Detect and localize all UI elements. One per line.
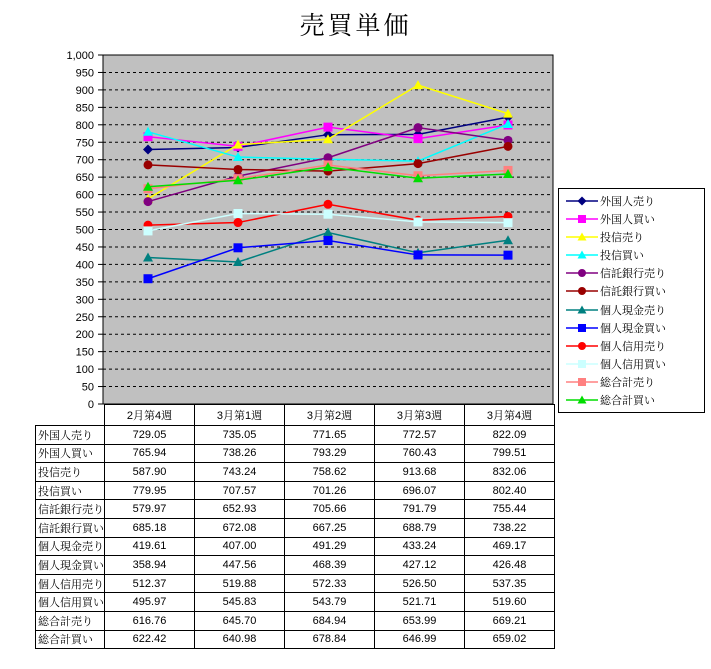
legend-item-label: 投信売り <box>600 232 644 245</box>
table-row-label: 総合計買い <box>36 630 105 649</box>
legend-item <box>566 302 704 318</box>
y-axis-label: 400 <box>75 259 94 272</box>
series-marker-icon <box>578 215 586 223</box>
series-marker-icon <box>504 142 513 151</box>
table-cell: 799.51 <box>465 444 555 463</box>
table-cell: 469.17 <box>465 537 555 556</box>
table-cell: 519.88 <box>195 574 285 593</box>
table-cell: 491.29 <box>285 537 375 556</box>
table-row-label: 外国人売り <box>36 426 105 445</box>
legend-item-label: 外国人売り <box>600 196 655 209</box>
table-cell: 669.21 <box>465 611 555 630</box>
table-cell: 419.61 <box>105 537 195 556</box>
legend-marker-icon <box>566 267 598 279</box>
table-cell: 760.43 <box>375 444 465 463</box>
legend-marker-icon <box>566 213 598 225</box>
legend-item-label: 投信買い <box>600 250 644 263</box>
table-row-label: 投信売り <box>36 463 105 482</box>
series-marker-icon <box>324 200 333 209</box>
legend-item-label: 個人現金買い <box>600 322 666 335</box>
y-axis-label: 500 <box>75 224 94 237</box>
table-cell: 447.56 <box>195 556 285 575</box>
y-axis-label: 800 <box>75 119 94 132</box>
y-axis-label: 200 <box>75 329 94 342</box>
table-cell: 735.05 <box>195 426 285 445</box>
y-axis-label: 900 <box>75 84 94 97</box>
y-axis-label: 850 <box>75 102 94 115</box>
table-column-header: 3月第3週 <box>375 405 465 426</box>
series-marker-icon <box>234 218 243 227</box>
table-cell: 495.97 <box>105 593 195 612</box>
table-row-label: 投信買い <box>36 481 105 500</box>
table-cell: 433.24 <box>375 537 465 556</box>
table-cell: 537.35 <box>465 574 555 593</box>
table-cell: 791.79 <box>375 500 465 519</box>
legend-item <box>566 247 704 263</box>
legend-item <box>566 320 704 336</box>
table-cell: 645.70 <box>195 611 285 630</box>
table-header-row <box>36 405 555 426</box>
series-marker-icon <box>414 159 423 168</box>
table-cell: 646.99 <box>375 630 465 649</box>
table-cell: 672.08 <box>195 518 285 537</box>
table-cell: 659.02 <box>465 630 555 649</box>
table-cell: 707.57 <box>195 481 285 500</box>
table-cell: 587.90 <box>105 463 195 482</box>
table-column-header: 3月第2週 <box>285 405 375 426</box>
table-row <box>36 426 555 445</box>
legend-item-label: 信託銀行売り <box>600 268 666 281</box>
table-cell: 652.93 <box>195 500 285 519</box>
legend-marker-icon <box>566 231 598 243</box>
legend-item <box>566 356 704 372</box>
table-cell: 802.40 <box>465 481 555 500</box>
series-marker-icon <box>578 342 586 350</box>
table-cell: 765.94 <box>105 444 195 463</box>
series-marker-icon <box>324 210 333 219</box>
table-row <box>36 630 555 649</box>
table-row <box>36 611 555 630</box>
table-column-header: 2月第4週 <box>105 405 195 426</box>
series-marker-icon <box>578 360 586 368</box>
legend-item-label: 総合計売り <box>600 376 655 389</box>
table-cell: 526.50 <box>375 574 465 593</box>
table-cell: 696.07 <box>375 481 465 500</box>
table-cell: 701.26 <box>285 481 375 500</box>
table-cell: 913.68 <box>375 463 465 482</box>
table-row <box>36 574 555 593</box>
legend-marker-icon <box>566 376 598 388</box>
legend-marker-icon <box>566 394 598 406</box>
table-cell: 729.05 <box>105 426 195 445</box>
y-axis-label: 950 <box>75 67 94 80</box>
table-cell: 426.48 <box>465 556 555 575</box>
series-marker-icon <box>578 287 586 295</box>
table-cell: 427.12 <box>375 556 465 575</box>
table-cell: 832.06 <box>465 463 555 482</box>
table-row-label: 個人現金売り <box>36 537 105 556</box>
y-axis-label: 250 <box>75 311 94 324</box>
y-axis-label: 350 <box>75 276 94 289</box>
y-axis-label: 750 <box>75 137 94 150</box>
table-cell: 685.18 <box>105 518 195 537</box>
legend-item <box>566 283 704 299</box>
table-cell: 512.37 <box>105 574 195 593</box>
table-cell: 521.71 <box>375 593 465 612</box>
table-row-label: 信託銀行売り <box>36 500 105 519</box>
legend-marker-icon <box>566 249 598 261</box>
y-axis-label: 550 <box>75 207 94 220</box>
table-row-label: 外国人買い <box>36 444 105 463</box>
table-cell: 743.24 <box>195 463 285 482</box>
legend-item-label: 個人現金売り <box>600 304 666 317</box>
legend-item <box>566 338 704 354</box>
series-marker-icon <box>144 274 153 283</box>
table-cell: 758.62 <box>285 463 375 482</box>
table-row <box>36 518 555 537</box>
series-marker-icon <box>578 269 586 277</box>
series-marker-icon <box>414 134 423 143</box>
table-row <box>36 463 555 482</box>
table-row <box>36 593 555 612</box>
series-marker-icon <box>578 378 586 386</box>
series-marker-icon <box>324 236 333 245</box>
table-cell: 771.65 <box>285 426 375 445</box>
y-axis-label: 450 <box>75 241 94 254</box>
legend-marker-icon <box>566 340 598 352</box>
table-cell: 653.99 <box>375 611 465 630</box>
table-cell: 572.33 <box>285 574 375 593</box>
series-marker-icon <box>144 197 153 206</box>
legend-item <box>566 265 704 281</box>
legend-marker-icon <box>566 195 598 207</box>
table-cell: 678.84 <box>285 630 375 649</box>
table-row <box>36 537 555 556</box>
series-marker-icon <box>504 218 513 227</box>
y-axis-label: 100 <box>75 364 94 377</box>
table-cell: 667.25 <box>285 518 375 537</box>
table-cell: 684.94 <box>285 611 375 630</box>
table-cell: 468.39 <box>285 556 375 575</box>
y-axis-label: 650 <box>75 172 94 185</box>
series-marker-icon <box>234 243 243 252</box>
legend-item-label: 信託銀行買い <box>600 286 666 299</box>
legend-item-label: 個人信用売り <box>600 340 666 353</box>
table-cell: 755.44 <box>465 500 555 519</box>
y-axis-label: 150 <box>75 346 94 359</box>
legend-item <box>566 193 704 209</box>
table-cell: 738.22 <box>465 518 555 537</box>
legend <box>558 188 705 413</box>
y-axis-label: 0 <box>87 399 94 411</box>
table-cell: 772.57 <box>375 426 465 445</box>
legend-item <box>566 374 704 390</box>
series-marker-icon <box>504 251 513 260</box>
table-cell: 543.79 <box>285 593 375 612</box>
table-cell: 616.76 <box>105 611 195 630</box>
table-row-label: 総合計売り <box>36 611 105 630</box>
table-row <box>36 481 555 500</box>
table-cell: 579.97 <box>105 500 195 519</box>
table-cell: 622.42 <box>105 630 195 649</box>
table-cell: 407.00 <box>195 537 285 556</box>
series-marker-icon <box>414 123 423 132</box>
y-axis-label: 300 <box>75 294 94 307</box>
y-axis-label: 50 <box>81 381 94 394</box>
table-cell: 545.83 <box>195 593 285 612</box>
legend-item <box>566 229 704 245</box>
legend-marker-icon <box>566 358 598 370</box>
table-row <box>36 500 555 519</box>
table-cell: 519.60 <box>465 593 555 612</box>
table-row-label: 個人信用買い <box>36 593 105 612</box>
table-row <box>36 444 555 463</box>
table-cell: 822.09 <box>465 426 555 445</box>
series-marker-icon <box>578 197 587 206</box>
table-column-header: 3月第4週 <box>465 405 555 426</box>
table-cell: 358.94 <box>105 556 195 575</box>
legend-item <box>566 211 704 227</box>
chart-title: 売買単価 <box>299 12 412 40</box>
legend-item <box>566 392 704 408</box>
table-cell: 705.66 <box>285 500 375 519</box>
y-axis-label: 600 <box>75 189 94 202</box>
table-cell: 793.29 <box>285 444 375 463</box>
y-axis-label: 1,000 <box>66 50 94 62</box>
table-row-label: 信託銀行買い <box>36 518 105 537</box>
legend-marker-icon <box>566 285 598 297</box>
series-marker-icon <box>414 250 423 259</box>
table-cell: 688.79 <box>375 518 465 537</box>
y-axis-label: 700 <box>75 154 94 167</box>
legend-marker-icon <box>566 304 598 316</box>
legend-item-label: 外国人買い <box>600 214 655 227</box>
table-row <box>36 556 555 575</box>
legend-marker-icon <box>566 322 598 334</box>
table-row-label: 個人信用売り <box>36 574 105 593</box>
data-table <box>35 404 555 649</box>
legend-item-label: 総合計買い <box>600 394 655 407</box>
table-column-header: 3月第1週 <box>195 405 285 426</box>
series-marker-icon <box>324 123 333 132</box>
series-marker-icon <box>144 226 153 235</box>
table-cell: 640.98 <box>195 630 285 649</box>
series-marker-icon <box>144 160 153 169</box>
series-marker-icon <box>234 209 243 218</box>
series-marker-icon <box>414 217 423 226</box>
table-row-label: 個人現金買い <box>36 556 105 575</box>
table-cell: 779.95 <box>105 481 195 500</box>
series-marker-icon <box>578 324 586 332</box>
table-cell: 738.26 <box>195 444 285 463</box>
legend-item-label: 個人信用買い <box>600 358 666 371</box>
series-marker-icon <box>234 165 243 174</box>
table-corner-cell <box>36 405 105 426</box>
